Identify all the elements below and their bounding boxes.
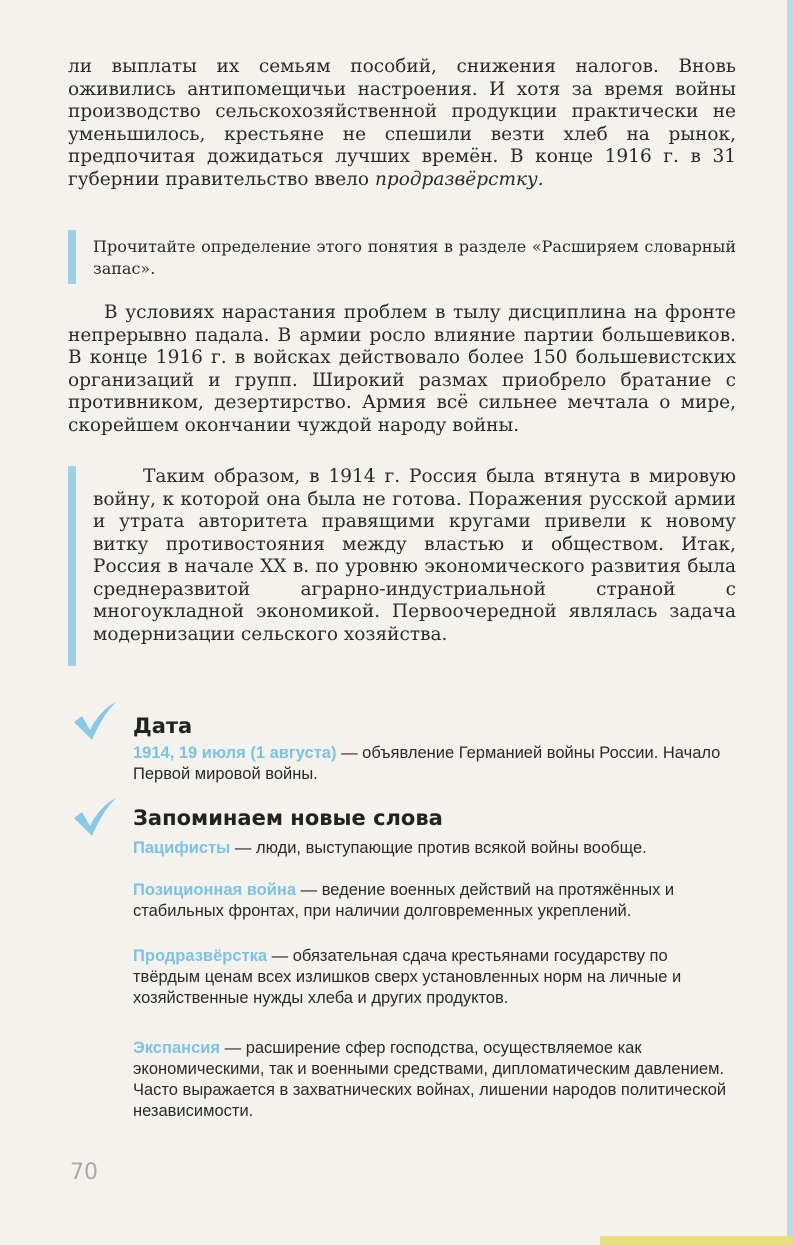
date-description: — объявление Германией войны России. Начало Первой мировой войны. [133, 744, 721, 783]
term-name: Экспансия [133, 1039, 221, 1057]
term-name: Продразвёрстка [133, 947, 268, 965]
term-definition: — ведение военных действий на протяжённых и стабильных фронтах, при наличии долговременных укреплений. [133, 881, 675, 920]
paragraph-1 [68, 56, 736, 191]
page-edge-stripe [787, 0, 793, 1245]
summary-paragraph: Таким образом, в 1914 г. Россия была втянута в мировую войну, к которой она была не готова. Поражения русской армии и утрата авторитета правящими кругами привели к новому витку противостояния между властью и обществом. Итак, Россия в начале XX в. по уровню экономического развития была среднеразвитой аграрно-индустриальной страной с многоукладной экономикой. Первоочередной являлась задача модернизации сельского хозяйства. [93, 466, 736, 645]
date-heading: Дата [133, 714, 193, 738]
term-definition: — расширение сфер господства, осуществляемое как экономическими, так и военными средствами, дипломатическим давлением. Часто выражается в захватнических войнах, лишении народов политической независимости. [133, 1039, 727, 1120]
term-name: Позиционная война [133, 881, 297, 899]
paragraph-1-text: ли выплаты их семьям пособий, снижения налогов. Вновь оживились антипомещичьи настроения. И хотя за время войны производство сельскохозяйственной продукции практически не уменьшилось, крестьяне не спешили везти хлеб на рынок, предпочитая дожидаться лучших времён. В конце 1916 г. в 31 губернии правительство ввело [68, 56, 736, 190]
term-definition: — люди, выступающие против всякой войны вообще. [234, 839, 647, 857]
checkmark-icon [72, 796, 118, 838]
callout-bar [68, 230, 76, 284]
term-entry [133, 946, 737, 1009]
summary-bar [68, 466, 76, 666]
callout-text: Прочитайте определение этого понятия в разделе «Расширяем словарный запас». [93, 237, 736, 278]
bottom-color-stripe [600, 1236, 793, 1245]
date-entry [133, 743, 737, 785]
checkmark-icon [72, 700, 118, 742]
date-value: 1914, 19 июля (1 августа) [133, 744, 337, 762]
term-definition: — обязательная сдача крестьянами государству по твёрдым ценам всех излишков сверх установленных норм на личные и хозяйственные нужды хлеба и других продуктов. [133, 947, 682, 1007]
page-number: 70 [70, 1160, 98, 1185]
term-entry [133, 1038, 737, 1122]
paragraph-1-term: продразвёрстку. [374, 168, 544, 190]
term-entry [133, 838, 737, 859]
term-entry [133, 880, 737, 922]
term-name: Пацифисты [133, 839, 231, 857]
paragraph-2: В условиях нарастания проблем в тылу дисциплина на фронте непрерывно падала. В армии росло влияние партии большевиков. В конце 1916 г. в войсках действовало более 150 большевистских организаций и групп. Широкий размах приобрело братание с противником, дезертирство. Армия всё сильнее мечтала о мире, скорейшем окончании чуждой народу войны. [68, 302, 736, 436]
words-heading: Запоминаем новые слова [133, 806, 443, 830]
